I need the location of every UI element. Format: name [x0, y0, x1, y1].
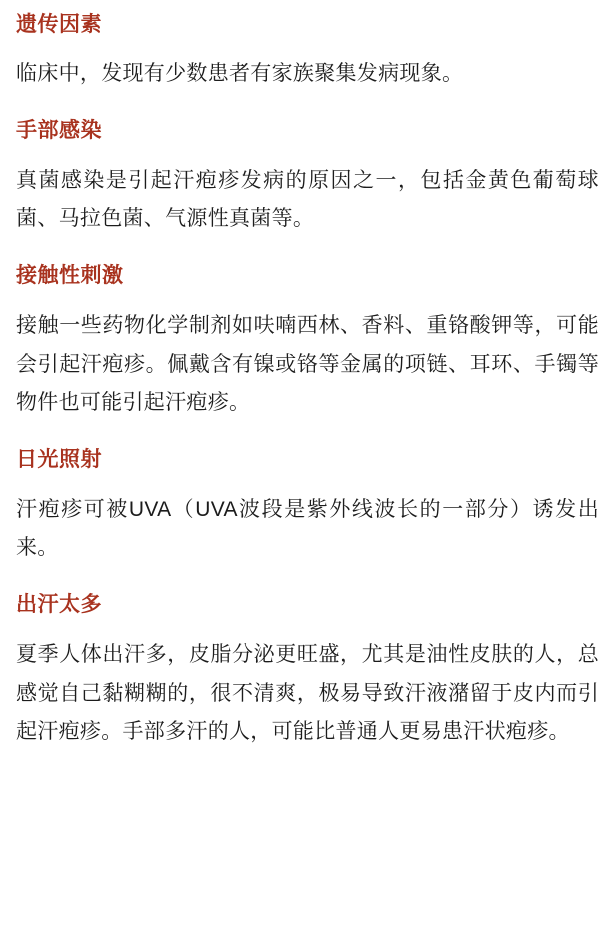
section-paragraph: 真菌感染是引起汗疱疹发病的原因之一，包括金黄色葡萄球菌、马拉色菌、气源性真菌等。	[16, 168, 599, 231]
section-heading: 接触性刺激	[16, 264, 124, 288]
section-contact-irritation	[16, 261, 599, 423]
section-paragraph: 接触一些药物化学制剂如呋喃西林、香料、重铬酸钾等，可能会引起汗疱疹。佩戴含有镍或铬等金属的项链、耳环、手镯等物件也可能引起汗疱疹。	[16, 313, 599, 415]
section-heading: 出汗太多	[16, 593, 102, 617]
section-excessive-sweating	[16, 590, 599, 752]
section-heading: 遗传因素	[16, 13, 102, 36]
section-paragraph: 汗疱疹可被UVA（UVA波段是紫外线波长的一部分）诱发出来。	[16, 497, 599, 560]
section-paragraph: 临床中，发现有少数患者有家族聚集发病现象。	[16, 62, 464, 86]
section-paragraph: 夏季人体出汗多，皮脂分泌更旺盛，尤其是油性皮肤的人，总感觉自己黏糊糊的，很不清爽，极易导致汗液潴留于皮内而引起汗疱疹。手部多汗的人，可能比普通人更易患汗状疱疹。	[16, 642, 599, 744]
section-heading: 手部感染	[16, 119, 102, 143]
section-genetic-factors	[16, 10, 599, 94]
section-sun-exposure	[16, 445, 599, 568]
section-heading: 日光照射	[16, 448, 102, 472]
section-hand-infection	[16, 116, 599, 239]
